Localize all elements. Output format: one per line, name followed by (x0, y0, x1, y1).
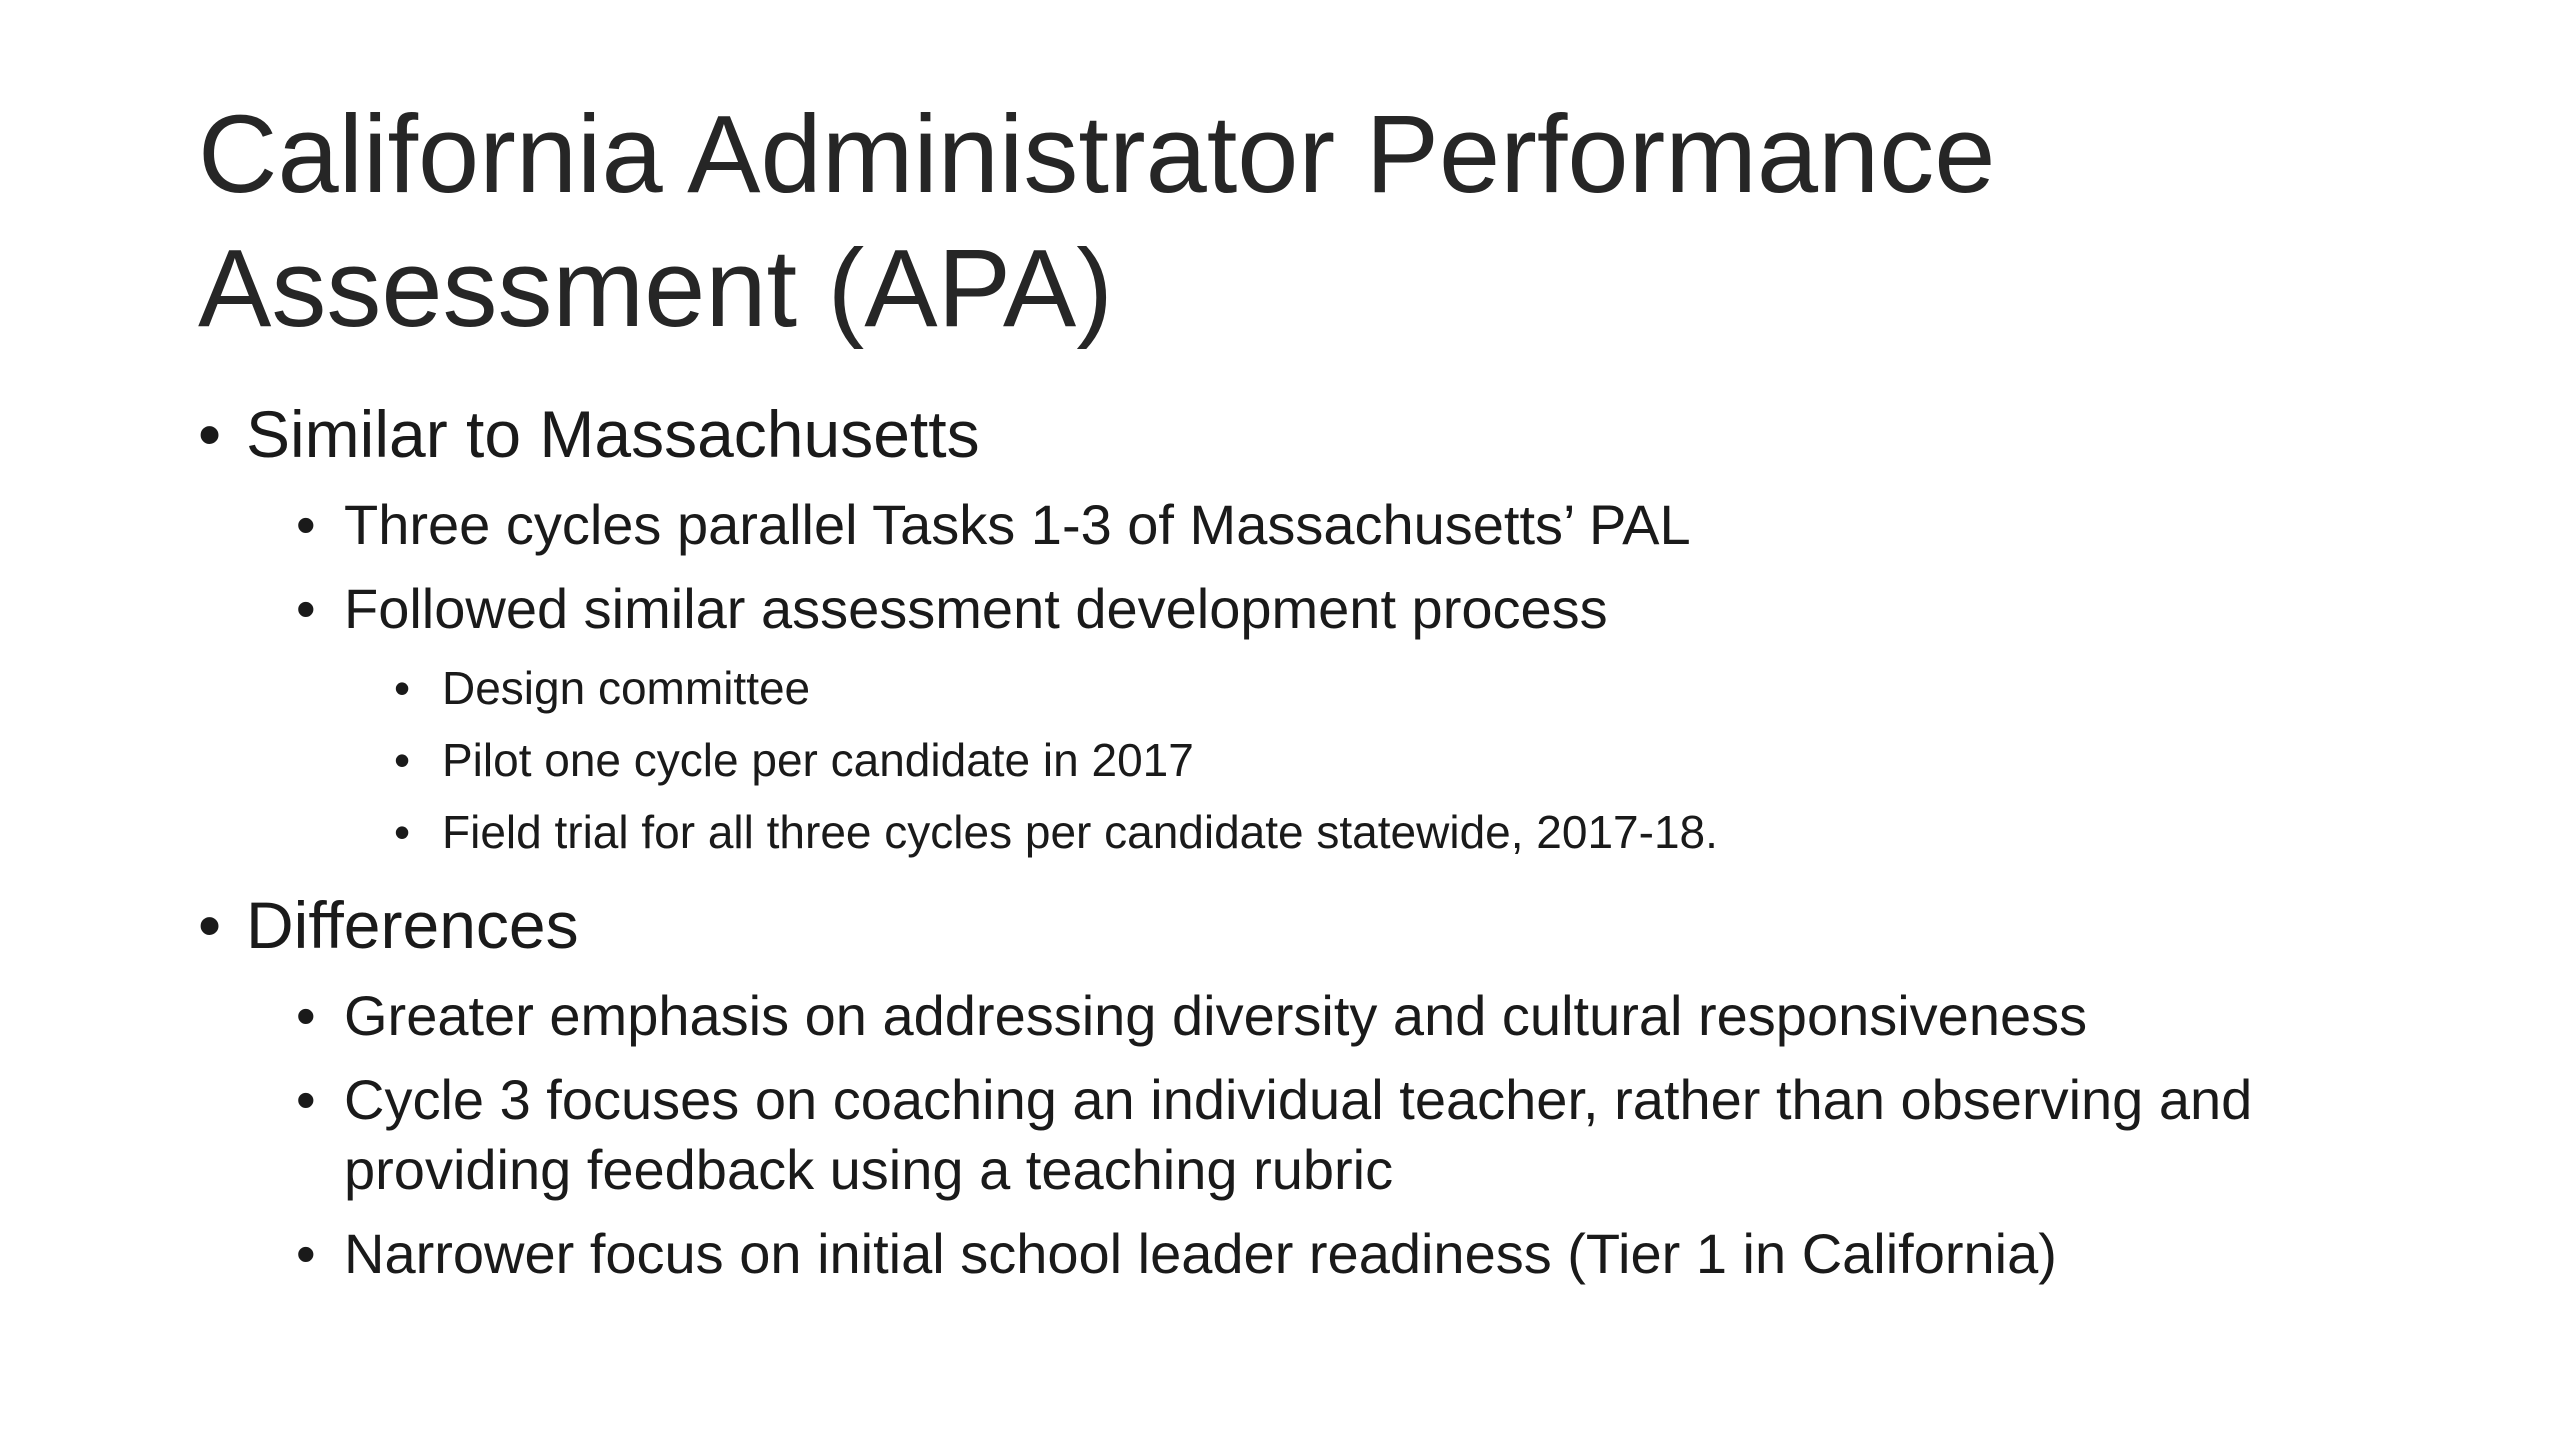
bullet-text: Greater emphasis on addressing diversity and cultural responsiveness (344, 984, 2088, 1047)
bullet-text: Design committee (442, 662, 811, 714)
bullet-text-line-1: Cycle 3 focuses on coaching an individual teacher, rather than observing and (344, 1068, 2253, 1131)
bullet-dot: • (296, 984, 316, 1047)
bullet-text: Differences (246, 888, 579, 962)
bullet-text: Similar to Massachusetts (246, 397, 980, 471)
bullet-dot: • (394, 734, 411, 786)
bullet-text: Narrower focus on initial school leader readiness (Tier 1 in California) (344, 1222, 2057, 1285)
bullet-dot: • (296, 1068, 316, 1131)
bullet-dot: • (394, 662, 411, 714)
bullet-dot: • (296, 493, 316, 556)
bullet-dot: • (296, 577, 316, 640)
slide-title (198, 88, 2398, 356)
bullet-text: Field trial for all three cycles per candidate statewide, 2017-18. (442, 806, 1718, 858)
bullet-dot: • (198, 397, 222, 471)
bullet-dot: • (296, 1222, 316, 1285)
title-line-2: Assessment (APA) (198, 227, 1113, 350)
bullet-text: Three cycles parallel Tasks 1-3 of Massachusetts’ PAL (344, 493, 1691, 556)
bullet-dot: • (198, 888, 222, 962)
bullet-text: Pilot one cycle per candidate in 2017 (442, 734, 1194, 786)
bullet-dot: • (394, 806, 411, 858)
bullet-text: Followed similar assessment development process (344, 577, 1608, 640)
title-line-1: California Administrator Performance (198, 93, 1996, 216)
bullet-text-line-2: providing feedback using a teaching rubric (344, 1138, 1394, 1201)
